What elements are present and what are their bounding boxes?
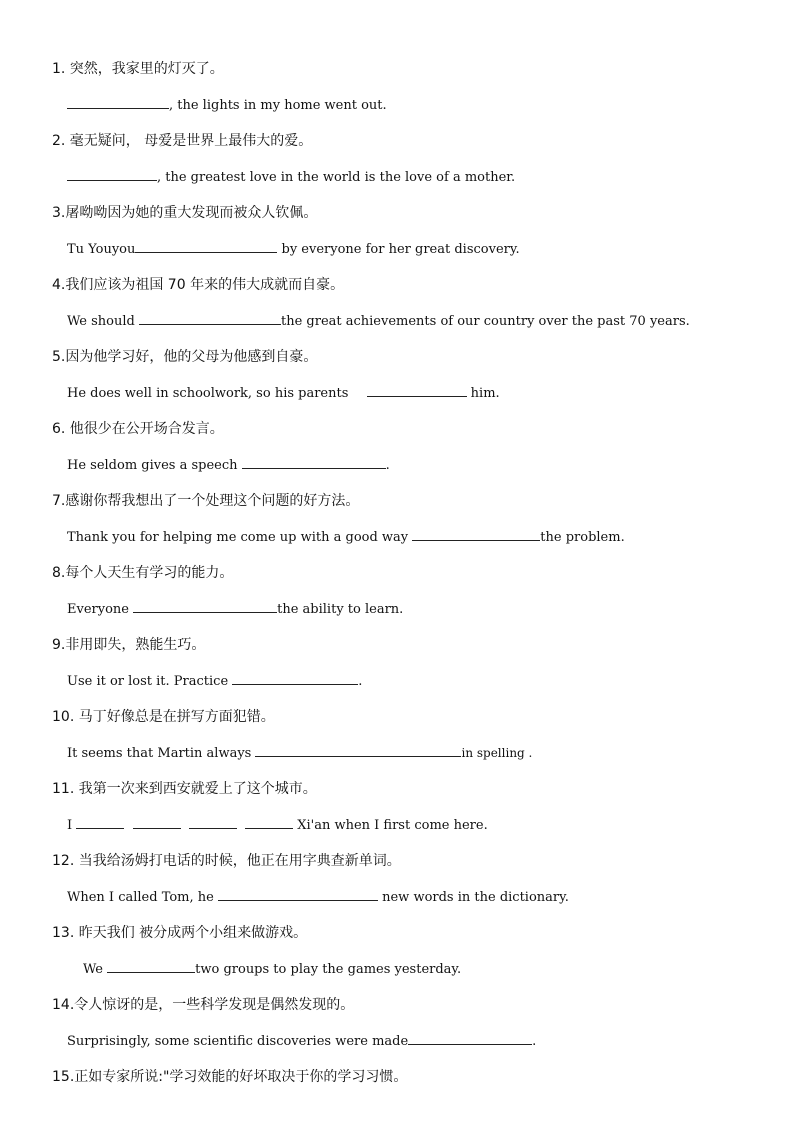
blank-11d[interactable] [245,815,293,829]
blank-11a[interactable] [76,815,124,829]
answer-pre-5: He does well in schoolwork, so his parents [67,386,353,401]
answer-line-12 [67,887,569,907]
answer-pre-7: Thank you for helping me come up with a good way [67,530,413,545]
answer-pre-9: Use it or lost it. Practice [67,674,233,689]
answer-post-6: . [385,458,390,473]
blank-2[interactable] [67,167,157,181]
answer-pre-8: Everyone [67,602,134,617]
question-5-chinese: 5.因为他学习好，他的父母为他感到自豪。 [52,349,318,365]
blank-5[interactable] [367,383,467,397]
answer-line-6 [67,455,390,475]
answer-pre-14: Surprisingly, some scientific discoveries were made [67,1034,409,1049]
blank-11b[interactable] [133,815,181,829]
answer-post-5: him. [466,386,500,401]
question-9-chinese: 9.非用即失，熟能生巧。 [52,637,206,653]
answer-pre-11: I [67,818,77,833]
answer-pre-12: When I called Tom, he [67,890,218,905]
answer-post-14: . [532,1034,537,1049]
question-6-chinese: 6. 他很少在公开场合发言。 [52,421,224,437]
answer-post-12: new words in the dictionary. [377,890,569,905]
answer-post-11: Xi'an when I first come here. [293,818,488,833]
blank-14[interactable] [408,1031,532,1045]
question-12-chinese: 12. 当我给汤姆打电话的时候，他正在用字典查新单词。 [52,853,401,869]
answer-pre-13: We [83,962,108,977]
question-3-chinese: 3.屠呦呦因为她的重大发现而被众人钦佩。 [52,205,318,221]
answer-line-5 [67,383,500,403]
blank-8[interactable] [133,599,277,613]
blank-4[interactable] [139,311,281,325]
blank-11c[interactable] [189,815,237,829]
blank-1[interactable] [67,95,169,109]
answer-post-1: , the lights in my home went out. [169,98,387,113]
question-2-chinese: 2. 毫无疑问， 母爱是世界上最伟大的爱。 [52,133,313,149]
answer-post-2: , the greatest love in the world is the love of a mother. [157,170,516,185]
blank-7[interactable] [412,527,540,541]
blank-3[interactable] [135,239,277,253]
blank-10[interactable] [255,743,461,757]
question-7-chinese: 7.感谢你帮我想出了一个处理这个问题的好方法。 [52,493,360,509]
question-11-chinese: 11. 我第一次来到西安就爱上了这个城市。 [52,781,317,797]
answer-line-2 [67,167,515,187]
answer-line-8 [67,599,403,619]
answer-pre-6: He seldom gives a speech [67,458,242,473]
answer-pre-10: It seems that Martin always [67,746,256,761]
answer-line-7 [67,527,625,547]
answer-line-9 [67,671,362,691]
question-13-chinese: 13. 昨天我们 被分成两个小组来做游戏。 [52,925,308,941]
question-14-chinese: 14.令人惊讶的是，一些科学发现是偶然发现的。 [52,997,355,1013]
answer-line-3 [67,239,520,259]
answer-post-13: two groups to play the games yesterday. [195,962,462,977]
answer-post-10: in spelling . [461,746,533,760]
answer-line-4 [67,311,690,331]
answer-post-3: by everyone for her great discovery. [277,242,520,257]
question-8-chinese: 8.每个人天生有学习的能力。 [52,565,234,581]
answer-line-10 [67,743,532,763]
answer-line-14 [67,1031,536,1051]
answer-pre-4: We should [67,314,139,329]
question-1-chinese: 1. 突然，我家里的灯灭了。 [52,61,224,77]
blank-9[interactable] [232,671,358,685]
answer-post-4: the great achievements of our country over the past 70 years. [280,314,690,329]
answer-post-7: the problem. [540,530,625,545]
answer-post-9: . [358,674,363,689]
question-15-chinese: 15.正如专家所说:"学习效能的好坏取决于你的学习习惯。 [52,1069,408,1085]
answer-line-13 [83,959,461,979]
blank-12[interactable] [218,887,378,901]
question-4-chinese: 4.我们应该为祖国 70 年来的伟大成就而自豪。 [52,277,345,293]
blank-6[interactable] [242,455,386,469]
answer-line-11 [67,815,488,835]
blank-13[interactable] [107,959,195,973]
answer-line-1 [67,95,387,115]
question-10-chinese: 10. 马丁好像总是在拼写方面犯错。 [52,709,275,725]
answer-pre-3: Tu Youyou [67,242,136,257]
answer-post-8: the ability to learn. [277,602,404,617]
